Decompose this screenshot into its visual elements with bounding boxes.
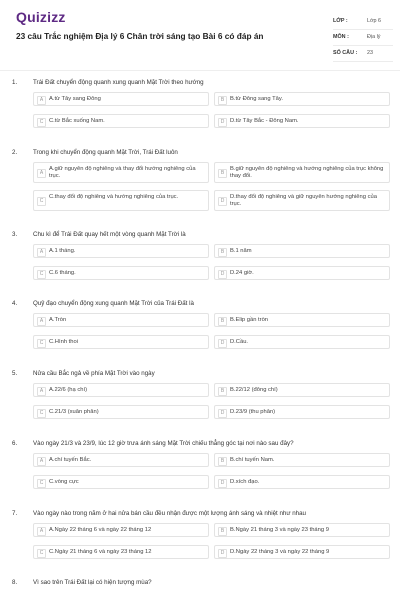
- option-letter: C: [37, 549, 46, 558]
- question-number: 4.: [12, 300, 18, 307]
- option-text: D.Cầu.: [230, 339, 249, 345]
- option-text: D.xích đạo.: [230, 479, 260, 485]
- answer-option-a[interactable]: [33, 453, 209, 467]
- option-letter: C: [37, 197, 46, 206]
- info-row-subject: [333, 30, 393, 46]
- option-text: D.24 giờ.: [230, 270, 254, 276]
- option-text: C.từ Bắc xuống Nam.: [49, 118, 105, 124]
- option-letter: C: [37, 270, 46, 279]
- info-row-count: [333, 46, 393, 62]
- answer-option-d[interactable]: [214, 405, 390, 419]
- option-letter: A: [37, 169, 46, 178]
- option-letter: A: [37, 527, 46, 536]
- option-text: D.từ Tây Bắc - Đông Nam.: [230, 118, 299, 124]
- answer-option-a[interactable]: [33, 244, 209, 258]
- option-text: A.Ngày 22 tháng 6 và ngày 22 tháng 12: [49, 527, 152, 533]
- option-letter: B: [218, 96, 227, 105]
- answer-option-c[interactable]: [33, 190, 209, 211]
- option-text: A.từ Tây sang Đông: [49, 96, 101, 102]
- option-text: A.Tròn: [49, 317, 67, 323]
- header: [0, 0, 400, 68]
- info-key: LỚP :: [333, 18, 348, 24]
- option-letter: B: [218, 248, 227, 257]
- answer-option-d[interactable]: [214, 475, 390, 489]
- option-text: C.vòng cực: [49, 479, 79, 485]
- option-letter: B: [218, 317, 227, 326]
- answer-option-d[interactable]: [214, 266, 390, 280]
- option-letter: C: [37, 118, 46, 127]
- info-value: 23: [367, 50, 373, 56]
- answer-option-a[interactable]: [33, 313, 209, 327]
- option-text: B.giữ nguyên độ nghiêng và hướng nghiêng của trục không thay đổi.: [230, 166, 384, 179]
- answer-option-c[interactable]: [33, 475, 209, 489]
- question-text: Trong khi chuyển động quanh Mặt Trời, Trái Đất luôn: [33, 149, 178, 156]
- header-divider: [0, 70, 400, 71]
- option-text: A.giữ nguyên độ nghiêng và thay đổi hướng nghiêng của trục.: [49, 166, 196, 179]
- info-key: MÔN :: [333, 34, 349, 40]
- option-text: C.thay đổi độ nghiêng và hướng nghiêng của trục.: [49, 194, 179, 200]
- question-number: 5.: [12, 370, 18, 377]
- answer-option-b[interactable]: [214, 453, 390, 467]
- question-number: 1.: [12, 79, 18, 86]
- answer-option-c[interactable]: [33, 335, 209, 349]
- info-row-grade: [333, 14, 393, 30]
- question-number: 7.: [12, 510, 18, 517]
- option-letter: A: [37, 457, 46, 466]
- option-text: B.1 năm: [230, 248, 252, 254]
- option-text: B.Ngày 21 tháng 3 và ngày 23 tháng 9: [230, 527, 329, 533]
- answer-option-c[interactable]: [33, 405, 209, 419]
- option-text: B.từ Đông sang Tây.: [230, 96, 283, 102]
- question-text: Vì sao trên Trái Đất lại có hiện tượng mùa?: [33, 579, 152, 586]
- option-letter: C: [37, 409, 46, 418]
- answer-option-d[interactable]: [214, 114, 390, 128]
- option-letter: C: [37, 479, 46, 488]
- option-letter: B: [218, 387, 227, 396]
- option-text: C.21/3 (xuân phân): [49, 409, 99, 415]
- option-letter: A: [37, 317, 46, 326]
- option-letter: D: [218, 270, 227, 279]
- option-text: B.chí tuyến Nam.: [230, 457, 275, 463]
- option-letter: D: [218, 339, 227, 348]
- option-text: D.Ngày 22 tháng 3 và ngày 22 tháng 9: [230, 549, 330, 555]
- option-text: C.Ngày 21 tháng 6 và ngày 23 tháng 12: [49, 549, 152, 555]
- option-letter: A: [37, 387, 46, 396]
- answer-option-c[interactable]: [33, 266, 209, 280]
- question-number: 3.: [12, 231, 18, 238]
- option-text: D.thay đổi độ nghiêng và giữ nguyên hướng nghiêng của trục.: [230, 194, 377, 207]
- option-text: D.23/9 (thu phân): [230, 409, 276, 415]
- option-letter: B: [218, 457, 227, 466]
- option-text: A.1 tháng.: [49, 248, 76, 254]
- option-letter: D: [218, 479, 227, 488]
- page-title: 23 câu Trắc nghiệm Địa lý 6 Chân trời sáng tạo Bài 6 có đáp án: [16, 31, 264, 41]
- option-letter: D: [218, 409, 227, 418]
- answer-option-a[interactable]: [33, 523, 209, 537]
- answer-option-d[interactable]: [214, 545, 390, 559]
- answer-option-d[interactable]: [214, 190, 390, 211]
- answer-option-c[interactable]: [33, 545, 209, 559]
- quizizz-logo[interactable]: Quizizz: [16, 9, 66, 25]
- info-value: Địa lý: [367, 34, 381, 40]
- answer-option-a[interactable]: [33, 162, 209, 183]
- option-text: A.22/6 (hạ chí): [49, 387, 88, 393]
- question-number: 6.: [12, 440, 18, 447]
- option-letter: D: [218, 197, 227, 206]
- info-panel: [333, 14, 393, 62]
- option-letter: D: [218, 549, 227, 558]
- option-letter: B: [218, 527, 227, 536]
- question-text: Vào ngày 21/3 và 23/9, lúc 12 giờ trưa ánh sáng Mặt Trời chiếu thẳng góc tại nơi nào sau đây?: [33, 440, 294, 447]
- option-text: B.Elip gần tròn: [230, 317, 269, 323]
- question-text: Chu kì để Trái Đất quay hết một vòng quanh Mặt Trời là: [33, 231, 186, 238]
- answer-option-b[interactable]: [214, 162, 390, 183]
- answer-option-b[interactable]: [214, 523, 390, 537]
- answer-option-a[interactable]: [33, 383, 209, 397]
- option-letter: A: [37, 96, 46, 105]
- question-text: Trái Đất chuyển động quanh xung quanh Mặt Trời theo hướng: [33, 79, 204, 86]
- answer-option-c[interactable]: [33, 114, 209, 128]
- question-number: 2.: [12, 149, 18, 156]
- answer-option-b[interactable]: [214, 92, 390, 106]
- answer-option-b[interactable]: [214, 244, 390, 258]
- answer-option-d[interactable]: [214, 335, 390, 349]
- answer-option-b[interactable]: [214, 313, 390, 327]
- option-letter: B: [218, 169, 227, 178]
- option-letter: D: [218, 118, 227, 127]
- option-text: A.chí tuyến Bắc.: [49, 457, 92, 463]
- option-letter: C: [37, 339, 46, 348]
- question-number: 8.: [12, 579, 18, 586]
- info-value: Lớp 6: [367, 18, 382, 24]
- option-text: B.22/12 (đông chí): [230, 387, 278, 393]
- question-text: Vào ngày nào trong năm ở hai nửa bán cầu đều nhận được một lượng ánh sáng và nhiệt như nhau: [33, 510, 306, 517]
- question-text: Nửa cầu Bắc ngả về phía Mặt Trời vào ngày: [33, 370, 155, 377]
- option-text: C.6 tháng.: [49, 270, 76, 276]
- info-key: SỐ CÂU :: [333, 50, 358, 56]
- answer-option-b[interactable]: [214, 383, 390, 397]
- answer-option-a[interactable]: [33, 92, 209, 106]
- question-text: Quỹ đạo chuyển động xung quanh Mặt Trời của Trái Đất là: [33, 300, 194, 307]
- option-letter: A: [37, 248, 46, 257]
- option-text: C.Hình thoi: [49, 339, 78, 345]
